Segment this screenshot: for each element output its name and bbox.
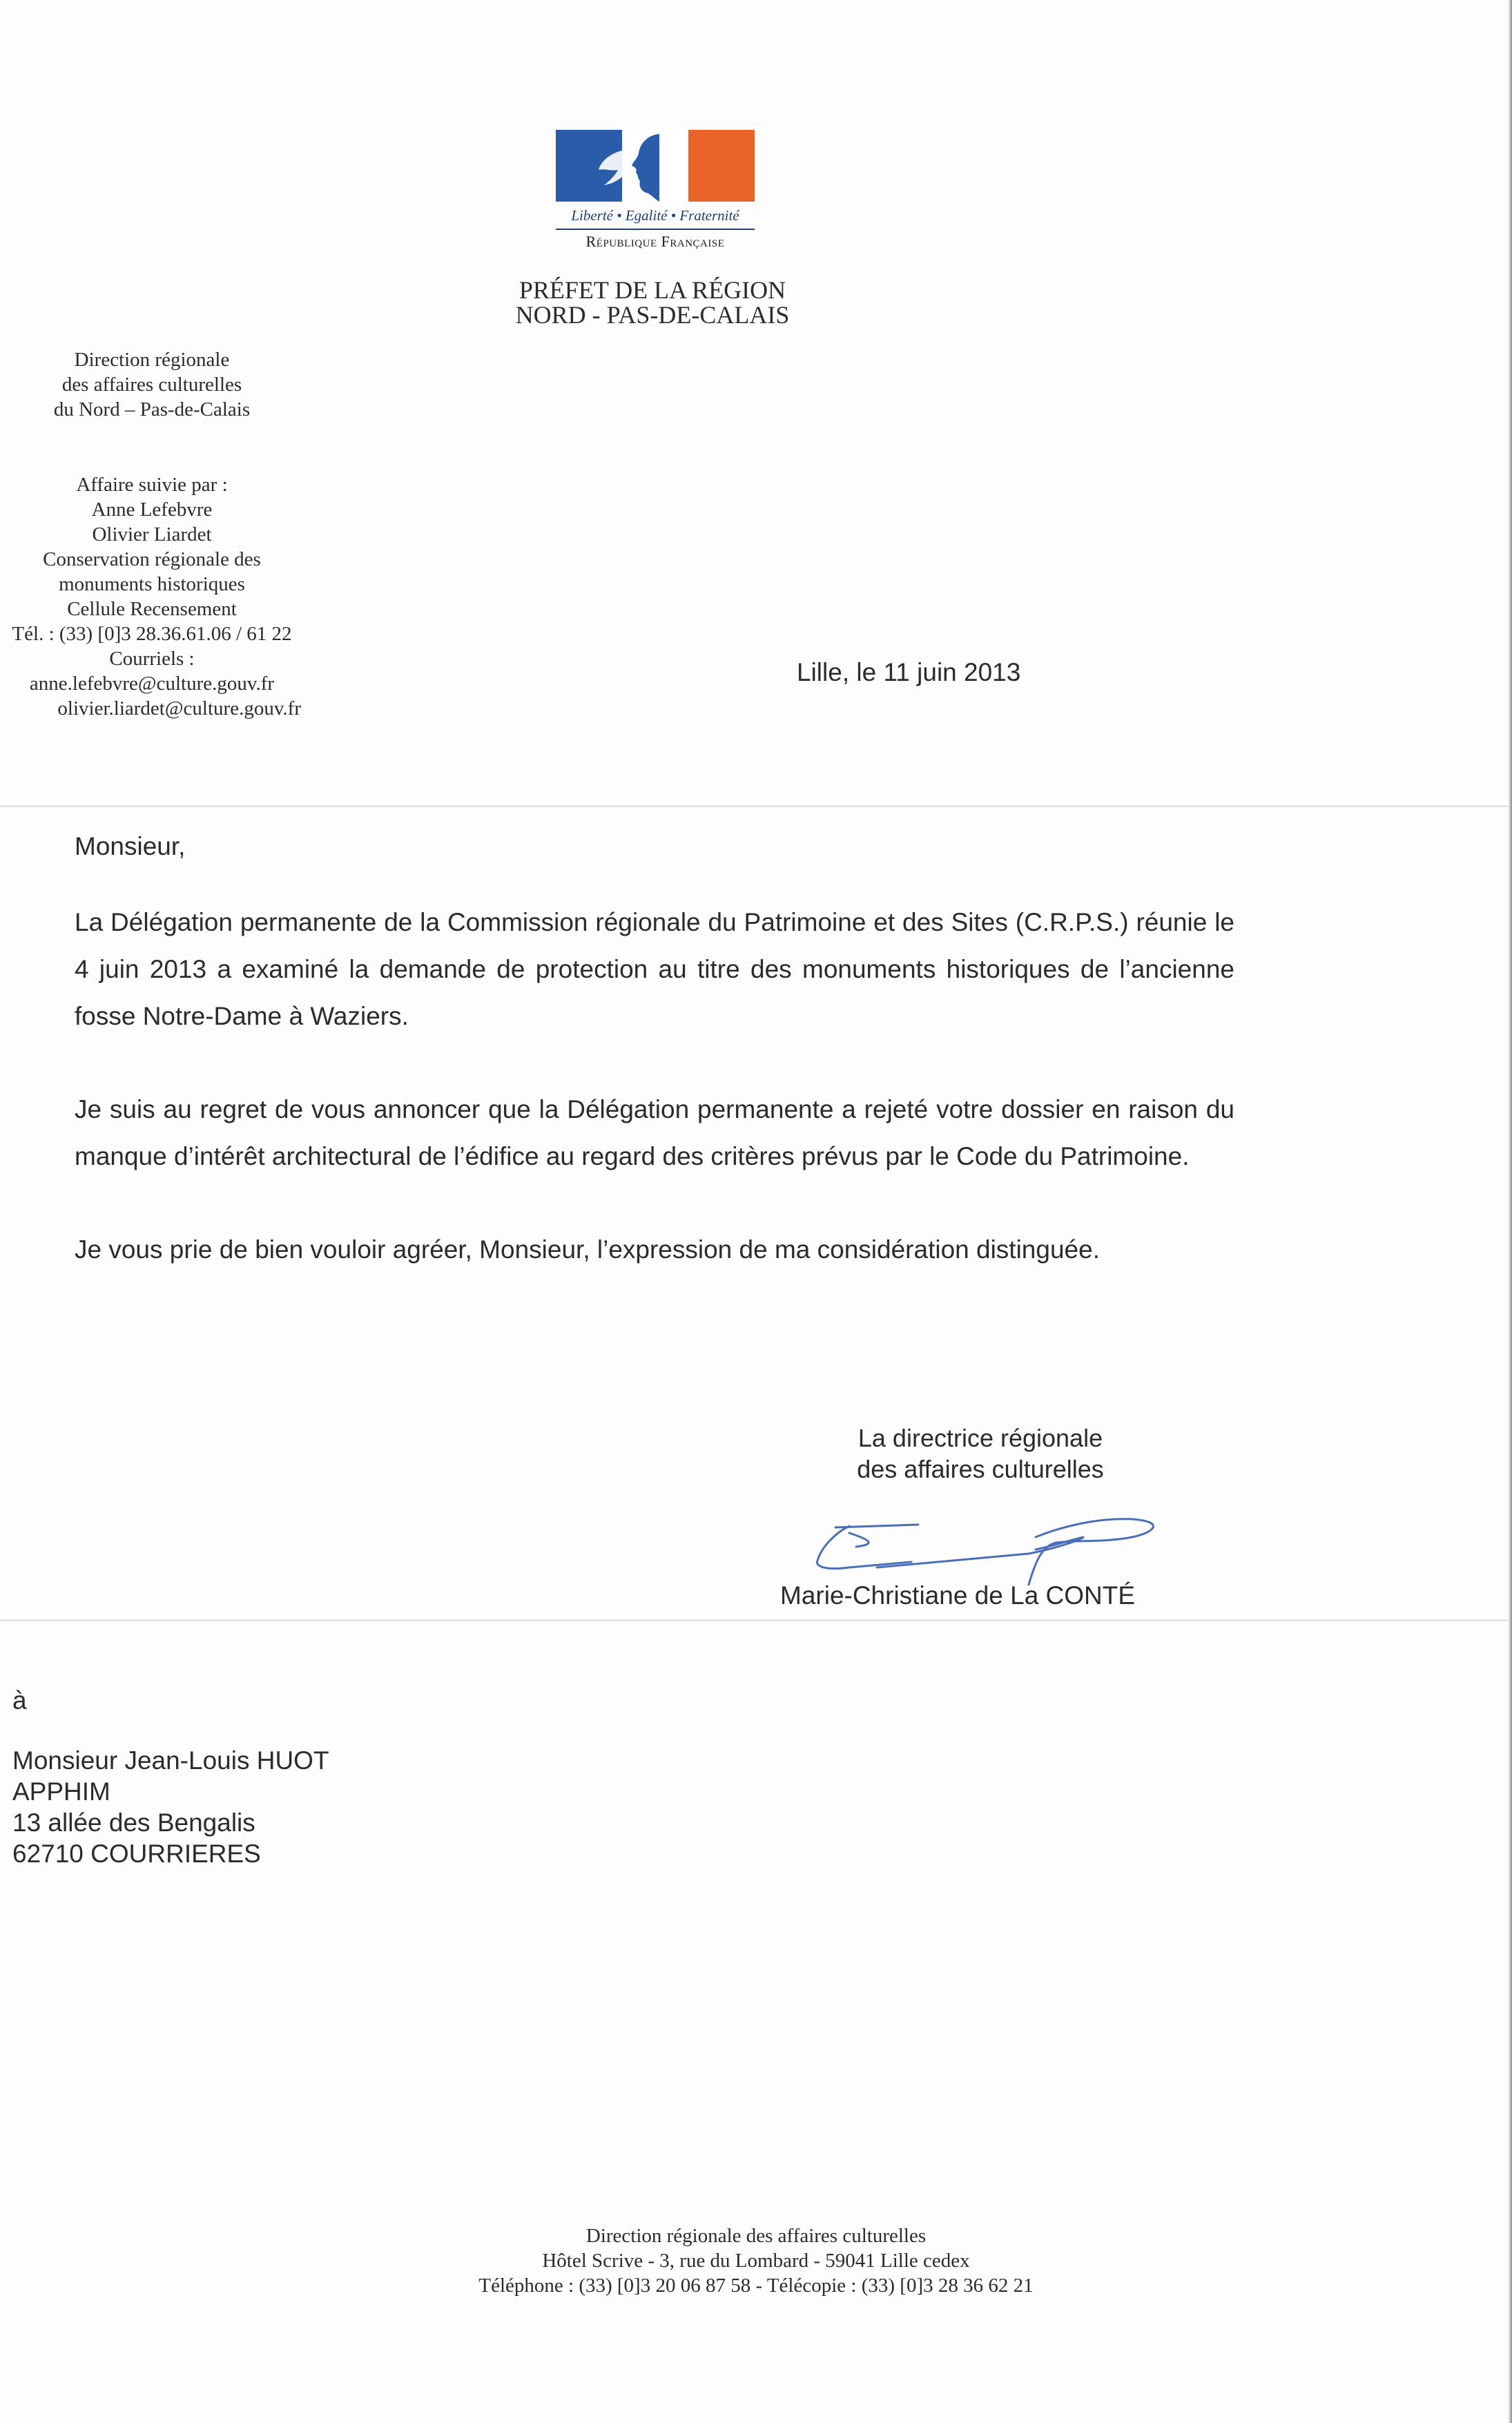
recipient-line: Monsieur Jean-Louis HUOT [12,1746,329,1775]
paragraph: Je vous prie de bien vouloir agréer, Monsieur, l’expression de ma considération distinguée. [75,1235,1100,1264]
recipient-prefix: à [12,1686,27,1715]
letter-date: Lille, le 11 juin 2013 [797,658,1021,686]
telephone: Tél. : (33) [0]3 28.36.61.06 / 61 22 [12,623,292,645]
tricolor-flag [556,130,755,202]
recipient-address [12,1685,329,1869]
service-line: monuments historiques [59,573,245,595]
prefet-line-2: NORD - PAS-DE-CALAIS [515,301,790,329]
handwritten-signature-icon [808,1498,1167,1588]
salutation: Monsieur, [75,832,186,860]
recipient-line: APPHIM [12,1777,110,1806]
emails-line-1: Courriels : anne.lefebvre@culture.gouv.fr [29,648,275,695]
paper-fold [0,1619,1512,1621]
direction-line: des affaires culturelles [61,374,242,396]
prefet-line-1: PRÉFET DE LA RÉGION [518,276,786,304]
recipient-line: 13 allée des Bengalis [12,1808,255,1837]
republique-francaise: République Française [585,233,725,250]
scan-edge [1508,0,1512,2423]
paragraph: Je suis au regret de vous annoncer que la Délégation permanente a rejeté votre dossier en raison du manque d’intérêt architectural de l’édifice au regard des critères prévus par le Code du Patrimoine. [75,1095,1234,1170]
affaire-label: Affaire suivie par : [76,474,228,496]
signature-title-line: La directrice régionale [857,1424,1103,1452]
letter-footer [238,2223,1274,2298]
paper-fold [0,805,1512,807]
emails-line-2: olivier.liardet@culture.gouv.fr [57,697,301,720]
footer-line: Direction régionale des affaires culturelles [585,2225,927,2247]
contact-name: Anne Lefebvre [91,499,213,521]
contact-name: Olivier Liardet [92,523,212,546]
marianne-logo [556,130,755,251]
sender-direction [14,347,290,422]
signature-title-line: des affaires culturelles [857,1455,1104,1483]
signer-name: Marie-Christiane de La CONTÉ [780,1581,1136,1610]
service-line: Cellule Recensement [67,598,237,620]
signature-title [780,1422,1181,1485]
paragraph: La Délégation permanente de la Commission régionale du Patrimoine et des Sites (C.R.P.S.) réunie le 4 juin 2013 a examiné la demande de protection au titre des monuments historiques de l’ancienne fosse Notre-Dame à Waziers. [75,908,1234,1030]
direction-line: du Nord – Pas-de-Calais [53,398,251,421]
sender-contact-block [0,472,304,721]
marianne-profile-icon [556,130,755,202]
service-line: Conservation régionale des [43,548,261,570]
footer-line: Téléphone : (33) [0]3 20 06 87 58 - Télécopie : (33) [0]3 28 36 62 21 [478,2275,1034,2297]
letter-body [75,823,1234,1320]
direction-line: Direction régionale [74,349,230,371]
recipient-line: 62710 COURRIERES [12,1840,261,1868]
prefet-heading [442,278,863,327]
footer-line: Hôtel Scrive - 3, rue du Lombard - 59041 Lille cedex [542,2250,970,2272]
motto: Liberté • Egalité • Fraternité [571,207,739,224]
